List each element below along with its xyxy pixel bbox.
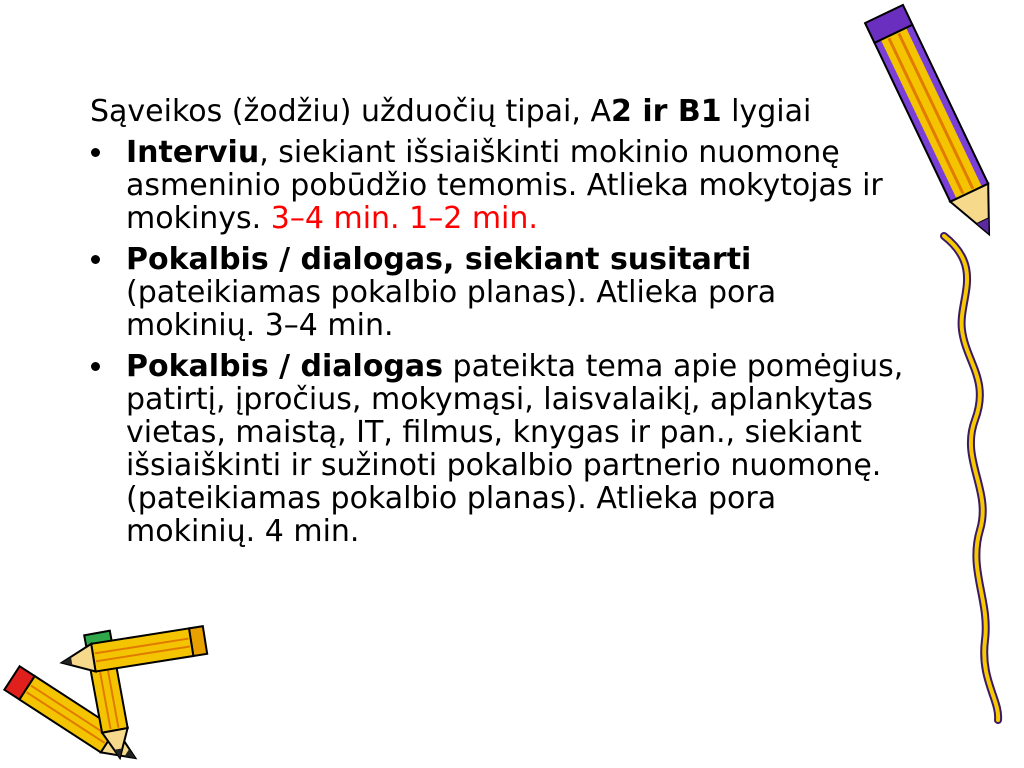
list-item-line [126,276,903,309]
list-item [90,350,903,548]
bullet-icon [91,148,100,157]
list-item-line [126,515,903,548]
item-heading: Pokalbis / dialogas, siekiant susitarti [126,242,752,277]
list-item-line [126,449,903,482]
item-text: (pateikiamas pokalbio planas). Atlieka pora [126,275,777,310]
item-text: pateikta tema apie pomėgius, [443,349,904,384]
item-text: (pateikiamas pokalbio planas). Atlieka pora [126,481,777,516]
item-text: asmeninio pobūdžio temomis. Atlieka mokytojas ir [126,168,883,203]
list-item-line [126,482,903,515]
wavy-line-icon [944,236,998,720]
item-text: mokinių. 4 min. [126,514,360,549]
title-tail: lygiai [721,94,812,129]
list-item [90,243,903,342]
bullet-icon [91,362,100,371]
slide-content [90,95,903,548]
item-text: išsiaiškinti ir sužinoti pokalbio partnerio nuomonę. [126,448,882,483]
item-heading: Pokalbis / dialogas [126,349,444,384]
list-item-line [126,169,903,202]
list-item-line [126,202,903,235]
item-text: patirtį, įpročius, mokymąsi, laisvalaikį, aplankytas [126,382,873,417]
time-highlight: 3–4 min. 1–2 min. [270,201,538,236]
title-levels: 2 ir B1 [611,94,722,129]
bullet-icon [91,255,100,264]
title-text: Sąveikos (žodžiu) užduočių tipai, A [90,94,611,129]
item-text: mokinys. [126,201,271,236]
list-item-line [126,350,903,383]
item-text: , siekiant išsiaiškinti mokinio nuomonę [259,135,840,170]
item-heading: Interviu [126,135,260,170]
list-item-line [126,136,903,169]
item-text: vietas, maistą, IT, filmus, knygas ir pan., siekiant [126,415,862,450]
list-item-line [126,383,903,416]
list-item-line [126,243,903,276]
list-item-line [126,309,903,342]
list-item-line [126,416,903,449]
item-text: mokinių. 3–4 min. [126,308,394,343]
slide-title [90,95,903,128]
list-item [90,136,903,235]
task-type-list [90,136,903,548]
pencil-icon [60,626,208,676]
